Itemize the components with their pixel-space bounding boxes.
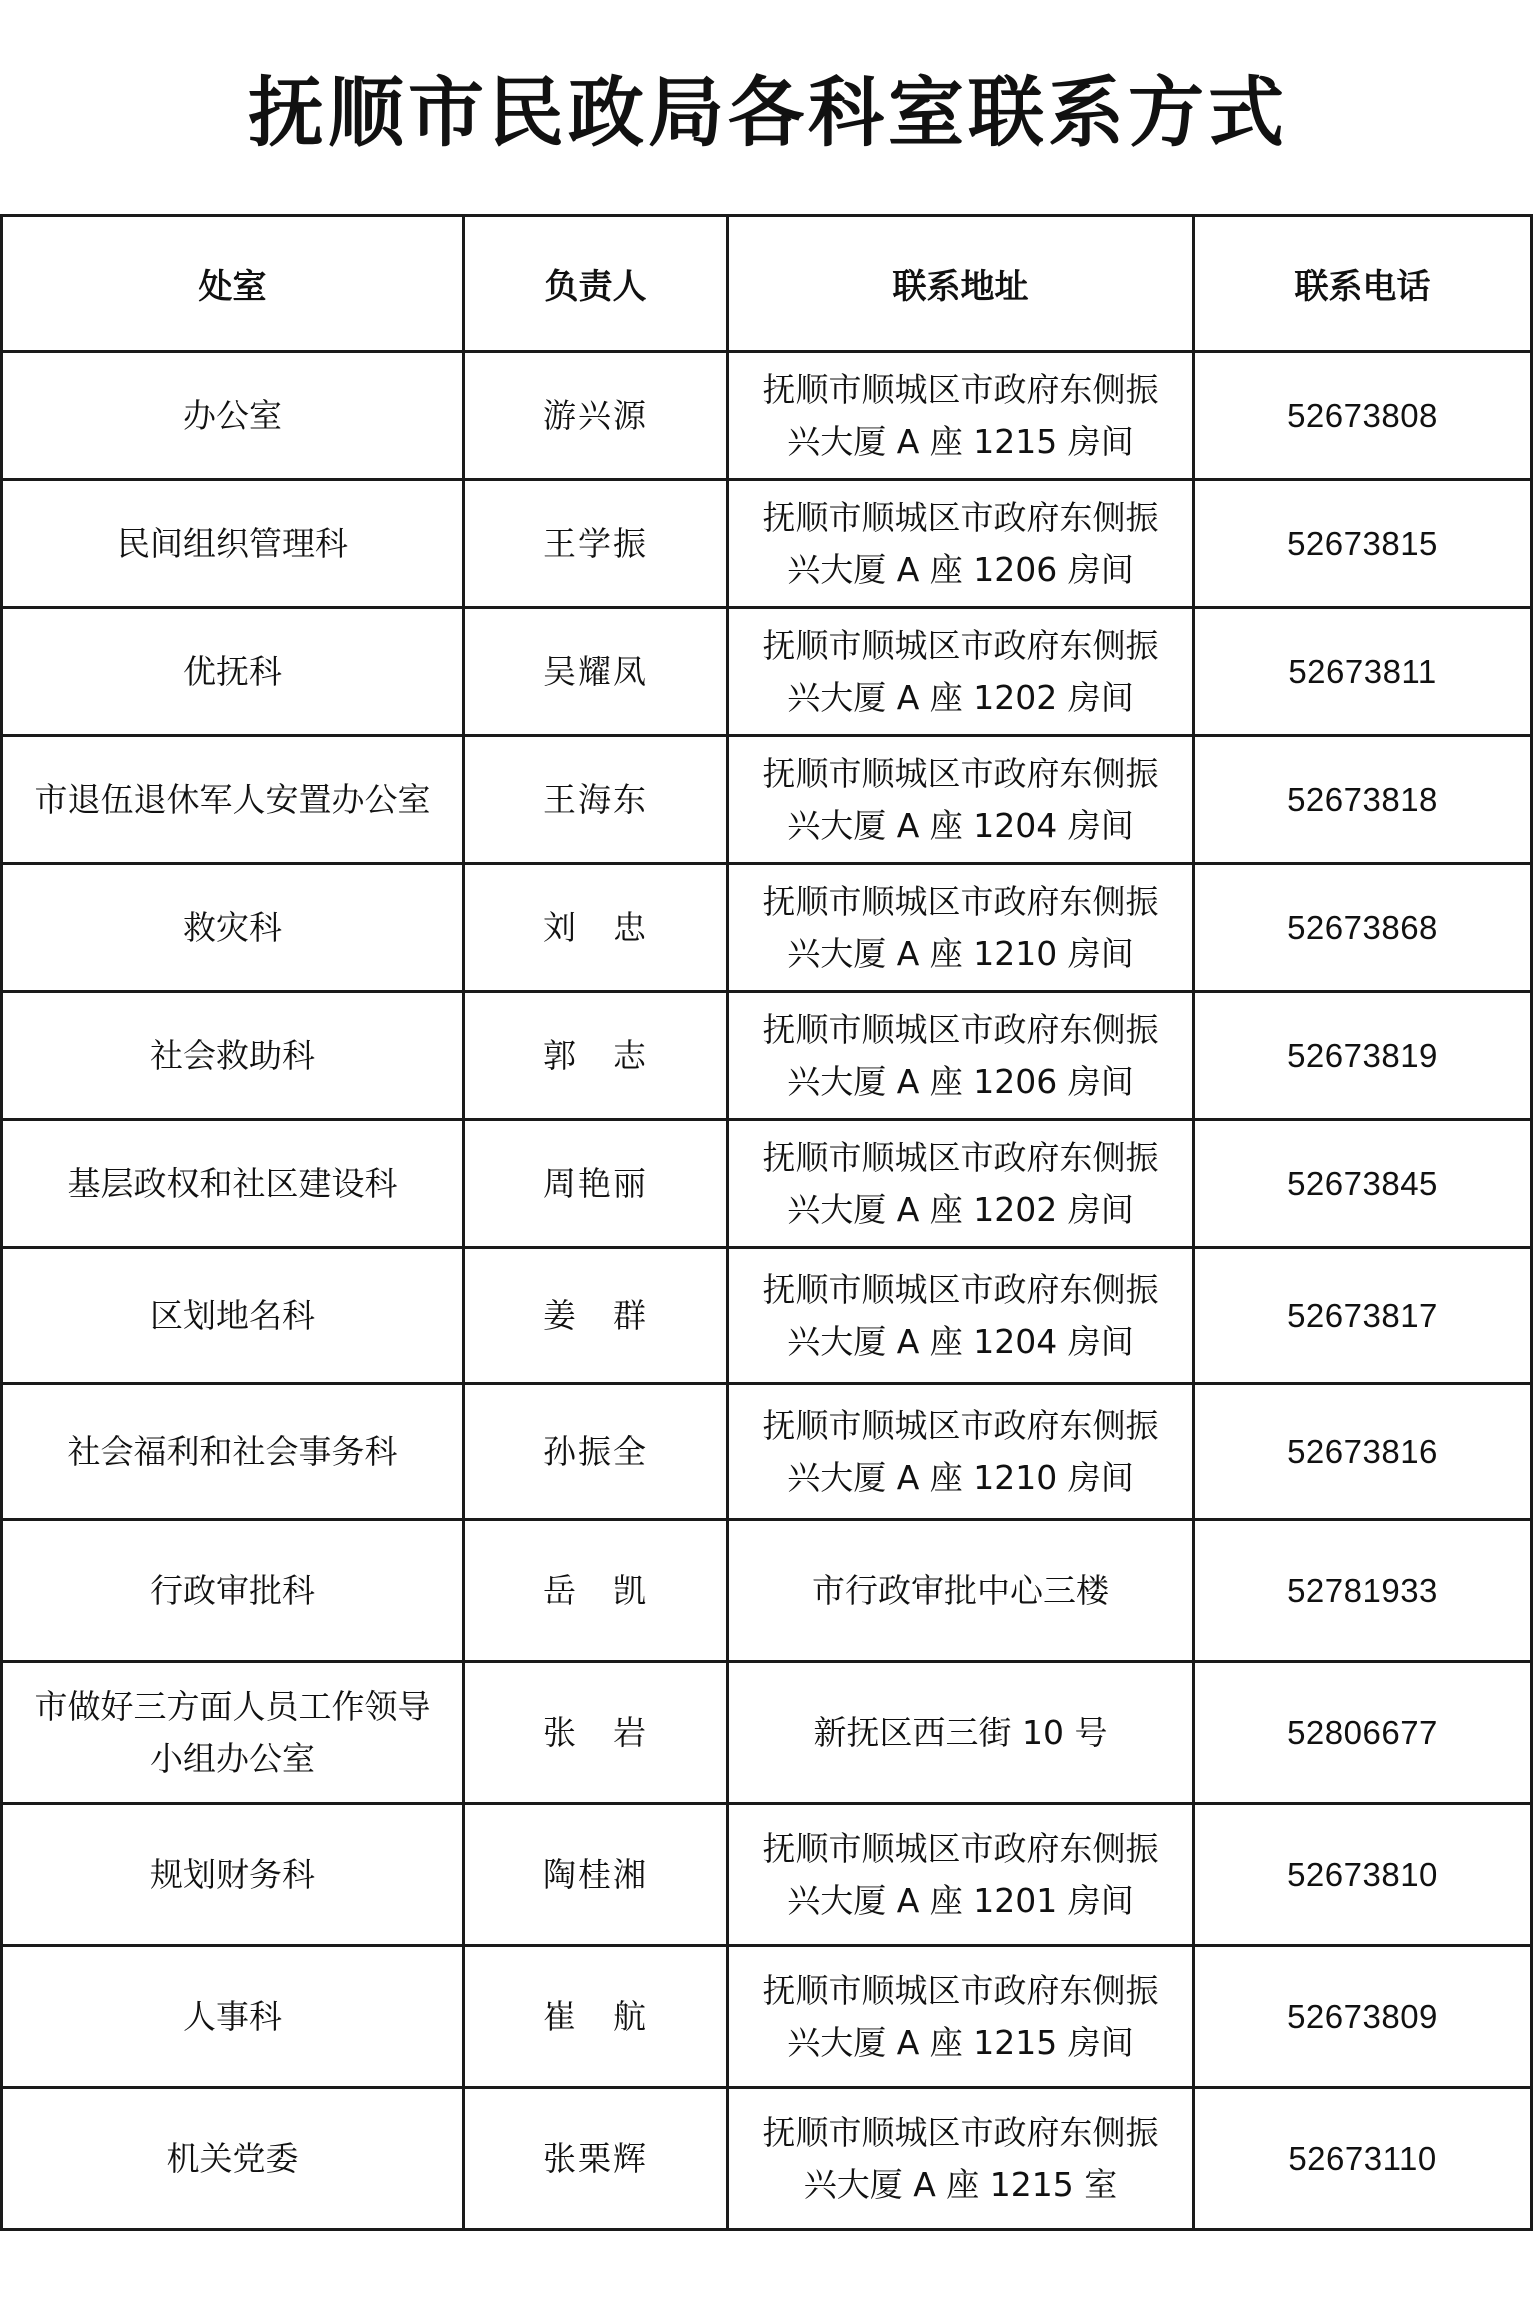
office-cell: 机关党委 — [2, 2088, 464, 2230]
office-cell: 区划地名科 — [2, 1248, 464, 1384]
address-cell: 市行政审批中心三楼 — [728, 1520, 1194, 1662]
address-cell — [728, 352, 1194, 480]
address-line: 兴大厦 A 座 1210 房间 — [787, 933, 1134, 973]
address-line: 兴大厦 A 座 1202 房间 — [787, 1189, 1134, 1229]
person-cell: 张 岩 — [464, 1662, 728, 1804]
phone-cell: 52673817 — [1194, 1248, 1532, 1384]
address-line: 抚顺市顺城区市政府东侧振 — [762, 753, 1159, 793]
header-phone: 联系电话 — [1194, 216, 1532, 352]
person-cell: 刘 忠 — [464, 864, 728, 992]
office-line: 小组办公室 — [150, 1738, 315, 1778]
phone-cell: 52673868 — [1194, 864, 1532, 992]
phone-cell: 52673808 — [1194, 352, 1532, 480]
person-cell: 王学振 — [464, 480, 728, 608]
address-cell — [728, 1120, 1194, 1248]
office-cell: 市退伍退休军人安置办公室 — [2, 736, 464, 864]
person-cell: 崔 航 — [464, 1946, 728, 2088]
table-row — [2, 1520, 1532, 1662]
contact-table — [0, 214, 1533, 2231]
header-person: 负责人 — [464, 216, 728, 352]
address-line: 抚顺市顺城区市政府东侧振 — [762, 625, 1159, 665]
address-line: 兴大厦 A 座 1215 房间 — [787, 421, 1134, 461]
header-address: 联系地址 — [728, 216, 1194, 352]
address-line: 兴大厦 A 座 1206 房间 — [787, 1061, 1134, 1101]
table-row — [2, 736, 1532, 864]
office-cell: 行政审批科 — [2, 1520, 464, 1662]
table-row — [2, 1384, 1532, 1520]
address-line: 抚顺市顺城区市政府东侧振 — [762, 1009, 1159, 1049]
address-cell — [728, 2088, 1194, 2230]
document-title: 抚顺市民政局各科室联系方式 — [248, 68, 1288, 157]
address-line: 抚顺市顺城区市政府东侧振 — [762, 497, 1159, 537]
person-cell: 游兴源 — [464, 352, 728, 480]
address-cell — [728, 1384, 1194, 1520]
table-row — [2, 1248, 1532, 1384]
phone-cell: 52806677 — [1194, 1662, 1532, 1804]
address-line: 抚顺市顺城区市政府东侧振 — [762, 881, 1159, 921]
address-line: 兴大厦 A 座 1210 房间 — [787, 1457, 1134, 1497]
table-row — [2, 1804, 1532, 1946]
address-cell — [728, 1946, 1194, 2088]
person-cell: 姜 群 — [464, 1248, 728, 1384]
office-cell: 民间组织管理科 — [2, 480, 464, 608]
table-row — [2, 1120, 1532, 1248]
office-cell: 社会福利和社会事务科 — [2, 1384, 464, 1520]
address-cell — [728, 864, 1194, 992]
address-line: 抚顺市顺城区市政府东侧振 — [762, 2112, 1159, 2152]
table-row — [2, 608, 1532, 736]
phone-cell: 52673815 — [1194, 480, 1532, 608]
person-cell: 陶桂湘 — [464, 1804, 728, 1946]
person-cell: 吴耀凤 — [464, 608, 728, 736]
office-cell: 优抚科 — [2, 608, 464, 736]
address-cell — [728, 1804, 1194, 1946]
table-row — [2, 352, 1532, 480]
table-row — [2, 1946, 1532, 2088]
phone-cell: 52673811 — [1194, 608, 1532, 736]
address-line: 兴大厦 A 座 1204 房间 — [787, 805, 1134, 845]
office-line: 市做好三方面人员工作领导 — [34, 1686, 431, 1726]
phone-cell: 52673810 — [1194, 1804, 1532, 1946]
address-line: 兴大厦 A 座 1204 房间 — [787, 1321, 1134, 1361]
phone-cell: 52673809 — [1194, 1946, 1532, 2088]
address-line: 抚顺市顺城区市政府东侧振 — [762, 1269, 1159, 1309]
address-line: 兴大厦 A 座 1215 房间 — [787, 2022, 1134, 2062]
address-line: 抚顺市顺城区市政府东侧振 — [762, 1828, 1159, 1868]
phone-cell: 52673816 — [1194, 1384, 1532, 1520]
person-cell: 郭 志 — [464, 992, 728, 1120]
office-cell: 规划财务科 — [2, 1804, 464, 1946]
address-line: 兴大厦 A 座 1202 房间 — [787, 677, 1134, 717]
table-row — [2, 480, 1532, 608]
address-line: 抚顺市顺城区市政府东侧振 — [762, 369, 1159, 409]
office-cell: 救灾科 — [2, 864, 464, 992]
person-cell: 岳 凯 — [464, 1520, 728, 1662]
table-row — [2, 2088, 1532, 2230]
address-line: 抚顺市顺城区市政府东侧振 — [762, 1137, 1159, 1177]
office-cell: 基层政权和社区建设科 — [2, 1120, 464, 1248]
office-cell: 办公室 — [2, 352, 464, 480]
address-line: 兴大厦 A 座 1206 房间 — [787, 549, 1134, 589]
phone-cell: 52673845 — [1194, 1120, 1532, 1248]
table-row — [2, 864, 1532, 992]
address-cell — [728, 1248, 1194, 1384]
phone-cell: 52673110 — [1194, 2088, 1532, 2230]
office-cell: 人事科 — [2, 1946, 464, 2088]
table-header-row — [2, 216, 1532, 352]
table-row — [2, 992, 1532, 1120]
person-cell: 张栗辉 — [464, 2088, 728, 2230]
address-cell — [728, 480, 1194, 608]
table-row — [2, 1662, 1532, 1804]
office-cell: 社会救助科 — [2, 992, 464, 1120]
person-cell: 周艳丽 — [464, 1120, 728, 1248]
address-line: 兴大厦 A 座 1201 房间 — [787, 1880, 1134, 1920]
address-cell: 新抚区西三街 10 号 — [728, 1662, 1194, 1804]
phone-cell: 52673818 — [1194, 736, 1532, 864]
person-cell: 孙振全 — [464, 1384, 728, 1520]
phone-cell: 52781933 — [1194, 1520, 1532, 1662]
address-line: 兴大厦 A 座 1215 室 — [803, 2164, 1118, 2204]
office-cell — [2, 1662, 464, 1804]
address-cell — [728, 992, 1194, 1120]
address-line: 抚顺市顺城区市政府东侧振 — [762, 1405, 1159, 1445]
person-cell: 王海东 — [464, 736, 728, 864]
address-cell — [728, 608, 1194, 736]
header-office: 处室 — [2, 216, 464, 352]
address-cell — [728, 736, 1194, 864]
phone-cell: 52673819 — [1194, 992, 1532, 1120]
address-line: 抚顺市顺城区市政府东侧振 — [762, 1970, 1159, 2010]
